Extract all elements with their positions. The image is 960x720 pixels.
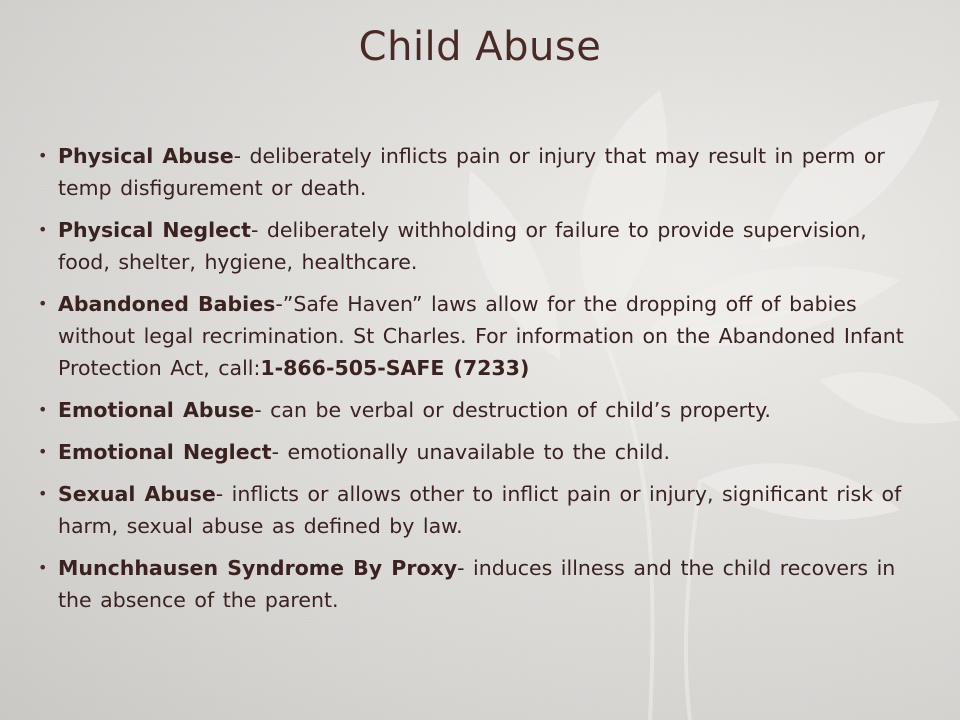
item-description: - deliberately withholding or failure to provide supervision, food, shelter, hygiene, healthcare.	[58, 218, 867, 274]
bullet-icon: •	[38, 220, 48, 239]
item-term: Emotional Abuse	[58, 398, 255, 422]
list-item	[34, 552, 914, 616]
bullet-icon: •	[38, 400, 48, 419]
bullet-list-container	[34, 140, 914, 626]
item-description: - emotionally unavailable to the child.	[271, 440, 670, 464]
item-term: Emotional Neglect	[58, 440, 272, 464]
item-term: Physical Abuse	[58, 144, 234, 168]
item-description: - inflicts or allows other to inflict pain or injury, significant risk of harm, sexual abuse as defined by law.	[58, 482, 902, 538]
bullet-icon: •	[38, 442, 48, 461]
item-description: -”Safe Haven” laws allow for the dropping off of babies without legal recrimination. St Charles. For information on the Abandoned Infant Protection Act, call:	[58, 292, 904, 380]
item-term: Sexual Abuse	[58, 482, 216, 506]
item-term: Physical Neglect	[58, 218, 251, 242]
item-description: - can be verbal or destruction of child’s property.	[254, 398, 771, 422]
bullet-icon: •	[38, 294, 48, 313]
list-item	[34, 478, 914, 542]
item-description: - deliberately inflicts pain or injury that may result in perm or temp disfigurement or death.	[58, 144, 885, 200]
item-description: - induces illness and the child recovers in the absence of the parent.	[58, 556, 896, 612]
item-term: Munchhausen Syndrome By Proxy	[58, 556, 458, 580]
hotline-phone-number: 1-866-505-SAFE (7233)	[260, 356, 530, 380]
item-term: Abandoned Babies	[58, 292, 276, 316]
list-item	[34, 436, 914, 468]
bullet-icon: •	[38, 146, 48, 165]
slide-title: Child Abuse	[358, 24, 602, 70]
list-item	[34, 214, 914, 278]
bullet-icon: •	[38, 484, 48, 503]
bullet-list	[34, 140, 914, 616]
list-item	[34, 288, 914, 384]
list-item	[34, 140, 914, 204]
bullet-icon: •	[38, 558, 48, 577]
list-item	[34, 394, 914, 426]
